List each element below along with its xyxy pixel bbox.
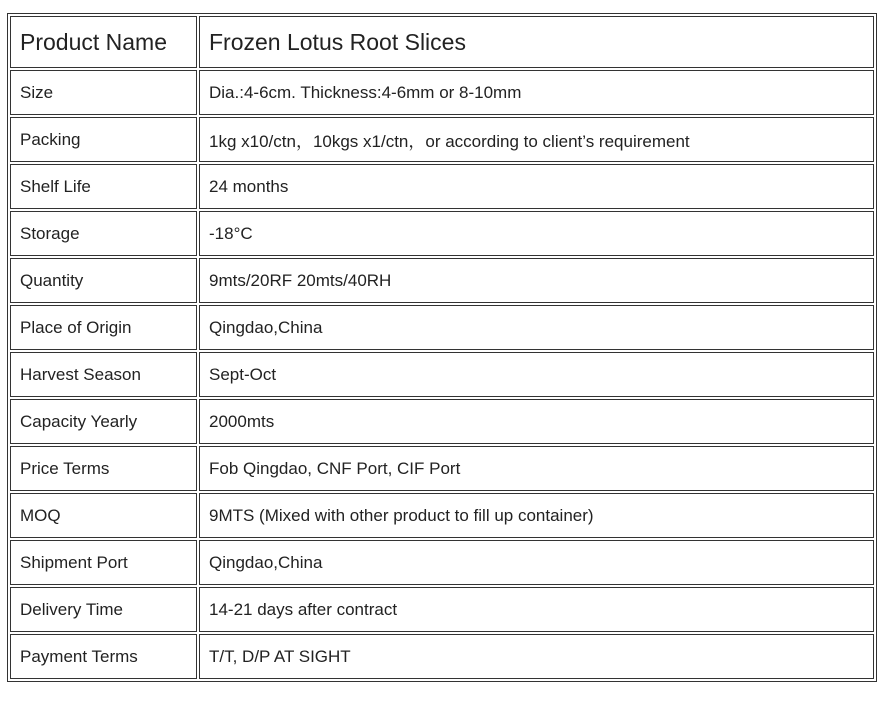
row-label-size: Size <box>10 70 197 115</box>
row-value-delivery-time: 14-21 days after contract <box>199 587 874 632</box>
row-label-payment-terms: Payment Terms <box>10 634 197 679</box>
row-value-payment-terms: T/T, D/P AT SIGHT <box>199 634 874 679</box>
table-row <box>10 305 874 350</box>
table-row <box>10 446 874 491</box>
spec-table-body <box>10 16 874 679</box>
table-row <box>10 399 874 444</box>
row-value-harvest-season: Sept-Oct <box>199 352 874 397</box>
row-label-packing: Packing <box>10 117 197 162</box>
table-row <box>10 634 874 679</box>
row-value-quantity: 9mts/20RF 20mts/40RH <box>199 258 874 303</box>
row-value-capacity-yearly: 2000mts <box>199 399 874 444</box>
row-value-place-of-origin: Qingdao,China <box>199 305 874 350</box>
row-label-capacity-yearly: Capacity Yearly <box>10 399 197 444</box>
row-label-quantity: Quantity <box>10 258 197 303</box>
table-row <box>10 493 874 538</box>
row-label-harvest-season: Harvest Season <box>10 352 197 397</box>
row-label-moq: MOQ <box>10 493 197 538</box>
table-row <box>10 211 874 256</box>
table-row <box>10 164 874 209</box>
row-value-shipment-port: Qingdao,China <box>199 540 874 585</box>
row-value-size: Dia.:4-6cm. Thickness:4-6mm or 8-10mm <box>199 70 874 115</box>
header-value-cell: Frozen Lotus Root Slices <box>199 16 874 68</box>
row-value-storage: -18°C <box>199 211 874 256</box>
row-label-shipment-port: Shipment Port <box>10 540 197 585</box>
table-row <box>10 587 874 632</box>
table-row <box>10 352 874 397</box>
row-value-packing: 1kg x10/ctn，10kgs x1/ctn，or according to client’s requirement <box>199 117 874 162</box>
row-label-shelf-life: Shelf Life <box>10 164 197 209</box>
row-label-delivery-time: Delivery Time <box>10 587 197 632</box>
row-value-shelf-life: 24 months <box>199 164 874 209</box>
row-value-moq: 9MTS (Mixed with other product to fill up container) <box>199 493 874 538</box>
table-row <box>10 540 874 585</box>
row-label-price-terms: Price Terms <box>10 446 197 491</box>
table-header-row <box>10 16 874 68</box>
product-spec-table <box>7 13 877 682</box>
header-label-cell: Product Name <box>10 16 197 68</box>
table-row <box>10 70 874 115</box>
row-value-price-terms: Fob Qingdao, CNF Port, CIF Port <box>199 446 874 491</box>
table-row <box>10 258 874 303</box>
row-label-place-of-origin: Place of Origin <box>10 305 197 350</box>
table-row <box>10 117 874 162</box>
row-label-storage: Storage <box>10 211 197 256</box>
